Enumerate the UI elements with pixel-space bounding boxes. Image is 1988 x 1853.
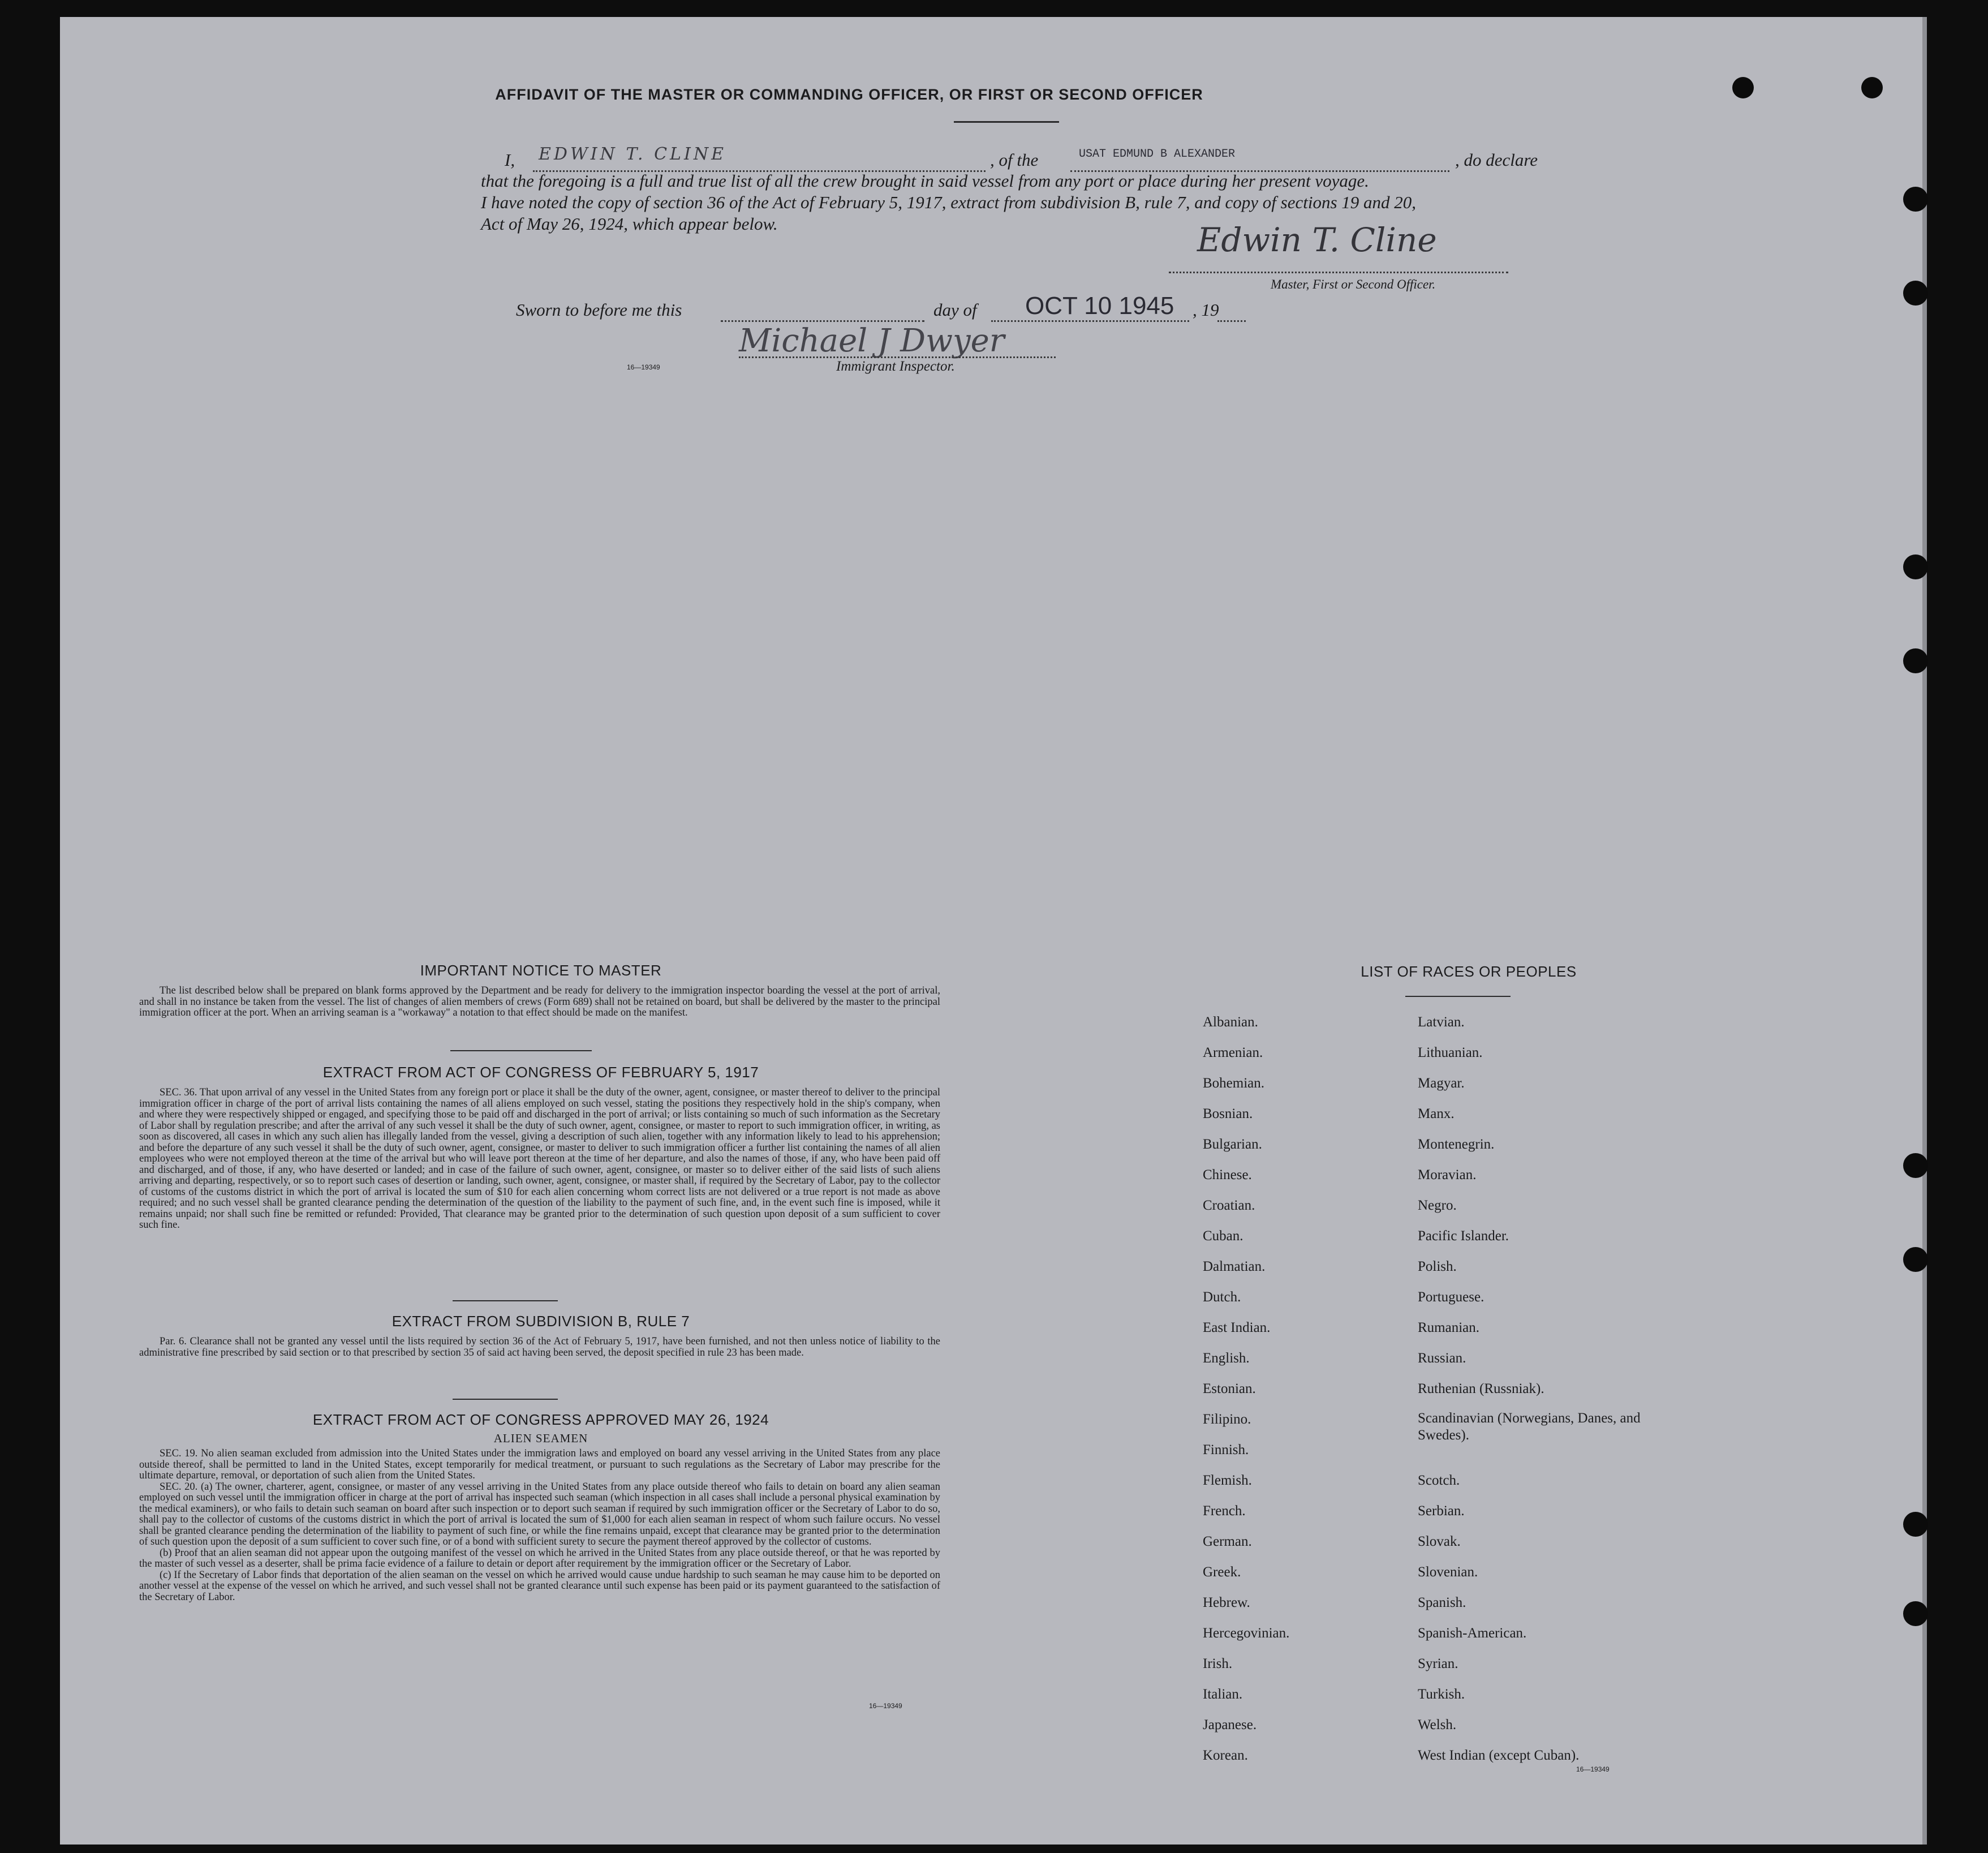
notice-paragraph: The list described below shall be prepared on blank forms approved by the Department and be ready for delivery to the immigration inspector boarding the vessel at the port of arrival, and shall in no instance be taken from the vessel. The list of changes of alien members of crews (Form 689) shall not be retained on board, but shall be delivered by the master to the principal immigration officer at the port. When an arriving seaman is a "workaway" a notation to that effect should be made on the manifest. bbox=[139, 985, 940, 1018]
race-item: Lithuanian. bbox=[1418, 1045, 1483, 1060]
race-item: Dutch. bbox=[1203, 1289, 1241, 1305]
race-item: French. bbox=[1203, 1503, 1246, 1519]
form-number: 16—19349 bbox=[869, 1702, 902, 1710]
notice-text bbox=[139, 986, 940, 1019]
affidavit-title: AFFIDAVIT OF THE MASTER OR COMMANDING OFFICER, OR FIRST OR SECOND OFFICER bbox=[495, 86, 1203, 103]
inspector-caption: Immigrant Inspector. bbox=[836, 359, 955, 374]
punch-hole bbox=[1903, 1247, 1928, 1272]
race-item: English. bbox=[1203, 1351, 1250, 1366]
race-item: Portuguese. bbox=[1418, 1289, 1484, 1305]
punch-hole bbox=[1903, 187, 1928, 212]
race-item: Slovak. bbox=[1418, 1534, 1461, 1549]
race-item: Irish. bbox=[1203, 1656, 1233, 1671]
divider bbox=[1405, 996, 1511, 997]
affidavit-line-4: Act of May 26, 1924, which appear below. bbox=[481, 214, 778, 234]
punch-hole bbox=[1732, 77, 1754, 98]
race-item: Chinese. bbox=[1203, 1167, 1252, 1183]
punch-hole bbox=[1861, 77, 1883, 98]
race-item: Greek. bbox=[1203, 1564, 1241, 1580]
race-item: Japanese. bbox=[1203, 1717, 1257, 1732]
race-item: Magyar. bbox=[1418, 1076, 1465, 1091]
line1-suffix: , do declare bbox=[1455, 150, 1538, 170]
sec36-paragraph: SEC. 36. That upon arrival of any vessel in the United States from any foreign port or place it shall be the duty of the owner, agent, consignee, or master thereof to deliver to the principal immigration officer in charge of the port of arrival lists containing the names of all aliens employed on such vessel, stating the positions they respectively hold in the ship's company, when and where they were respectively shipped or engaged, and specifying those to be paid off and discharged in the port of arrival; or lists containing so much of such information as the Secretary of Labor shall by regulation prescribe; and after the arrival of any such vessel it shall be the duty of such owner, agent, consignee, or master to report to such immigration officer, in writing, as soon as discovered, all cases in which any such alien has illegally landed from the vessel, giving a description of such alien, together with any information likely to lead to his apprehension; and before the departure of any such vessel it shall be the duty of such owner, agent, consignee, or master to deliver to such immigration officer a further list containing the names of all alien employees who were not employed thereon at the time of the arrival but who will leave port thereon at the time of her departure, and also the names of those, if any, who have been paid off and discharged, and of those, if any, who have deserted or landed; and in case of the failure of such owner, agent, consignee, or master so to deliver either of the said lists of such aliens arriving and departing, respectively, or so to report such cases of desertion or landing, such owner, agent, consignee, or master shall, if required by the Secretary of Labor, pay to the collector of customs of the customs district in which the port of arrival is located the sum of $10 for each alien concerning whom correct lists are not delivered or a true report is not made as above required; and no such vessel shall be granted clearance pending the determination of the question of the liability to the payment of such fine, and, in the event such fine is imposed, while it remains unpaid; nor shall such fine be remitted or refunded: Provided, That clearance may be granted prior to the determination of such question upon deposit of a sum sufficient to cover such fine. bbox=[139, 1087, 940, 1231]
race-item: Armenian. bbox=[1203, 1045, 1263, 1060]
race-item: Russian. bbox=[1418, 1351, 1466, 1366]
race-item: Spanish. bbox=[1418, 1595, 1466, 1610]
sworn-day: day of bbox=[933, 300, 977, 320]
race-item: Croatian. bbox=[1203, 1198, 1255, 1213]
punch-hole bbox=[1903, 281, 1928, 306]
sec20a-paragraph: SEC. 20. (a) The owner, charterer, agent, consignee, or master of any vessel arriving in the United States from any place outside thereof who fails to detain on board any alien seaman employed on such vessel until the immigration officer in charge at the port of arrival has inspected such seaman (which inspection in all cases shall include a personal physical examination by the medical examiners), or who fails to detain such seaman on board after such inspection or to deport such seaman if required by such immigration officer or the Secretary of Labor to do so, shall pay to the collector of customs of the customs district in which the port of arrival is located the sum of $1,000 for each alien seaman in respect of whom such failure occurs. No vessel shall be granted clearance pending the determination of the liability to payment of such fine, or while the fine remains unpaid, except that clearance may be granted prior to the determination of such question upon the deposit of a sum sufficient to cover such fine, or of a bond with sufficient surety to secure the payment thereof approved by the collector of customs. bbox=[139, 1481, 940, 1547]
punch-hole bbox=[1903, 554, 1928, 579]
line1-prefix: I, bbox=[505, 150, 515, 170]
affidavit-line-1 bbox=[505, 144, 1591, 170]
sworn-prefix: Sworn to before me this bbox=[516, 300, 682, 320]
rule7-heading: EXTRACT FROM SUBDIVISION B, RULE 7 bbox=[391, 1313, 690, 1330]
race-item: Scandinavian (Norwegians, Danes, and Swedes). bbox=[1418, 1411, 1641, 1443]
races-left-column bbox=[1203, 1007, 1406, 1771]
race-item: Italian. bbox=[1203, 1687, 1243, 1702]
notice-heading: IMPORTANT NOTICE TO MASTER bbox=[420, 962, 662, 979]
sworn-line bbox=[516, 292, 1365, 320]
race-item: German. bbox=[1203, 1534, 1252, 1549]
affidavit-line-3: I have noted the copy of section 36 of the Act of February 5, 1917, extract from subdivision B, rule 7, and copy of sections 19 and 20, bbox=[481, 192, 1417, 212]
year-blank bbox=[1217, 320, 1246, 322]
date-blank bbox=[991, 320, 1189, 322]
race-item: East Indian. bbox=[1203, 1320, 1271, 1335]
race-item: Hebrew. bbox=[1203, 1595, 1250, 1610]
punch-hole bbox=[1903, 1153, 1928, 1178]
race-item: Dalmatian. bbox=[1203, 1259, 1266, 1274]
race-item: Albanian. bbox=[1203, 1014, 1258, 1030]
signature-line bbox=[1169, 272, 1508, 273]
master-signature: Edwin T. Cline bbox=[1197, 221, 1437, 259]
extract-1917-heading: EXTRACT FROM ACT OF CONGRESS OF FEBRUARY 5, 1917 bbox=[322, 1064, 759, 1081]
race-item: Korean. bbox=[1203, 1748, 1248, 1763]
sworn-year: , 19 bbox=[1193, 300, 1219, 320]
line1-mid: , of the bbox=[990, 150, 1039, 170]
race-item: Manx. bbox=[1418, 1106, 1455, 1121]
punch-hole bbox=[1903, 648, 1928, 673]
form-number: 16—19349 bbox=[1576, 1765, 1610, 1773]
divider bbox=[954, 121, 1059, 123]
extract-1924-text bbox=[139, 1448, 940, 1603]
race-item: Syrian. bbox=[1418, 1656, 1458, 1671]
inspector-signature: Michael J Dwyer bbox=[739, 323, 1005, 359]
races-right-column bbox=[1418, 1007, 1712, 1771]
race-item: Polish. bbox=[1418, 1259, 1457, 1274]
race-item: Slovenian. bbox=[1418, 1564, 1478, 1580]
punch-hole bbox=[1903, 1601, 1928, 1626]
race-item: Estonian. bbox=[1203, 1381, 1256, 1396]
race-item: Ruthenian (Russniak). bbox=[1418, 1381, 1544, 1396]
divider bbox=[450, 1050, 592, 1051]
sworn-blank bbox=[721, 320, 924, 322]
rule7-text bbox=[139, 1336, 940, 1358]
rule7-paragraph: Par. 6. Clearance shall not be granted any vessel until the lists required by section 36 of the Act of February 5, 1917, have been furnished, and not then unless notice of liability to the administrative fine prescribed by said section or to that prescribed by section 35 of said act having been served, the deposit specified in rule 23 has been made. bbox=[139, 1336, 940, 1358]
date-stamp: OCT 10 1945 bbox=[1025, 292, 1174, 320]
sec19-paragraph: SEC. 19. No alien seaman excluded from admission into the United States under the immigration laws and employed on board any vessel arriving in the United States from any place outside thereof, shall be permitted to land in the United States, except temporarily for medical treatment, or pursuant to such regulations as the Secretary of Labor may prescribe for the ultimate departure, removal, or deportation of such alien from the United States. bbox=[139, 1448, 940, 1481]
divider bbox=[453, 1399, 558, 1400]
master-caption: Master, First or Second Officer. bbox=[1271, 277, 1436, 291]
race-item: Scotch. bbox=[1418, 1473, 1460, 1488]
race-item: Hercegovinian. bbox=[1203, 1626, 1290, 1641]
race-item: Pacific Islander. bbox=[1418, 1228, 1509, 1244]
race-item: Rumanian. bbox=[1418, 1320, 1480, 1335]
punch-hole bbox=[1903, 1512, 1928, 1537]
inspector-line bbox=[739, 356, 1056, 358]
sec20b-paragraph: (b) Proof that an alien seaman did not appear upon the outgoing manifest of the vessel on which he arrived in the United States from any place outside thereof, or that he was reported by the master of such vessel as a deserter, shall be prima facie evidence of a failure to detain or deport after requirement by the immigration officer or the Secretary of Labor. bbox=[139, 1547, 940, 1570]
race-item: West Indian (except Cuban). bbox=[1418, 1748, 1580, 1763]
race-item: Welsh. bbox=[1418, 1717, 1457, 1732]
race-item: Bosnian. bbox=[1203, 1106, 1253, 1121]
affidavit-line-2: that the foregoing is a full and true list of all the crew brought in said vessel from any port or place during her present voyage. bbox=[481, 171, 1369, 191]
form-number: 16—19349 bbox=[627, 363, 660, 371]
race-item: Negro. bbox=[1418, 1198, 1457, 1213]
race-item: Flemish. bbox=[1203, 1473, 1252, 1488]
extract-1917-text bbox=[139, 1087, 940, 1231]
race-item: Spanish-American. bbox=[1418, 1626, 1527, 1641]
race-item: Finnish. bbox=[1203, 1442, 1249, 1458]
race-item: Cuban. bbox=[1203, 1228, 1243, 1244]
extract-1924-heading: EXTRACT FROM ACT OF CONGRESS APPROVED MAY 26, 1924 bbox=[312, 1411, 769, 1428]
alien-seamen-subheading: ALIEN SEAMEN bbox=[493, 1431, 588, 1445]
race-item: Turkish. bbox=[1418, 1687, 1465, 1702]
sec20c-paragraph: (c) If the Secretary of Labor finds that deportation of the alien seaman on the vessel on which he arrived would cause undue hardship to such seaman he may cause him to be deported on another vessel at the expense of the vessel on which he arrived, and such vessel shall not be granted clearance until such expense has been paid or its payment guaranteed to the satisfaction of the Secretary of Labor. bbox=[139, 1569, 940, 1603]
race-item: Montenegrin. bbox=[1418, 1137, 1495, 1152]
race-item: Bulgarian. bbox=[1203, 1137, 1262, 1152]
race-item: Filipino. bbox=[1203, 1412, 1251, 1427]
vessel-name: USAT EDMUND B ALEXANDER bbox=[1079, 148, 1236, 161]
races-heading: LIST OF RACES OR PEOPLES bbox=[1361, 963, 1577, 980]
divider bbox=[453, 1300, 558, 1301]
race-item: Bohemian. bbox=[1203, 1076, 1265, 1091]
document-sheet bbox=[60, 17, 1927, 1845]
race-item: Serbian. bbox=[1418, 1503, 1465, 1519]
race-item: Moravian. bbox=[1418, 1167, 1477, 1183]
master-name: EDWIN T. CLINE bbox=[539, 144, 726, 164]
race-item: Latvian. bbox=[1418, 1014, 1465, 1030]
